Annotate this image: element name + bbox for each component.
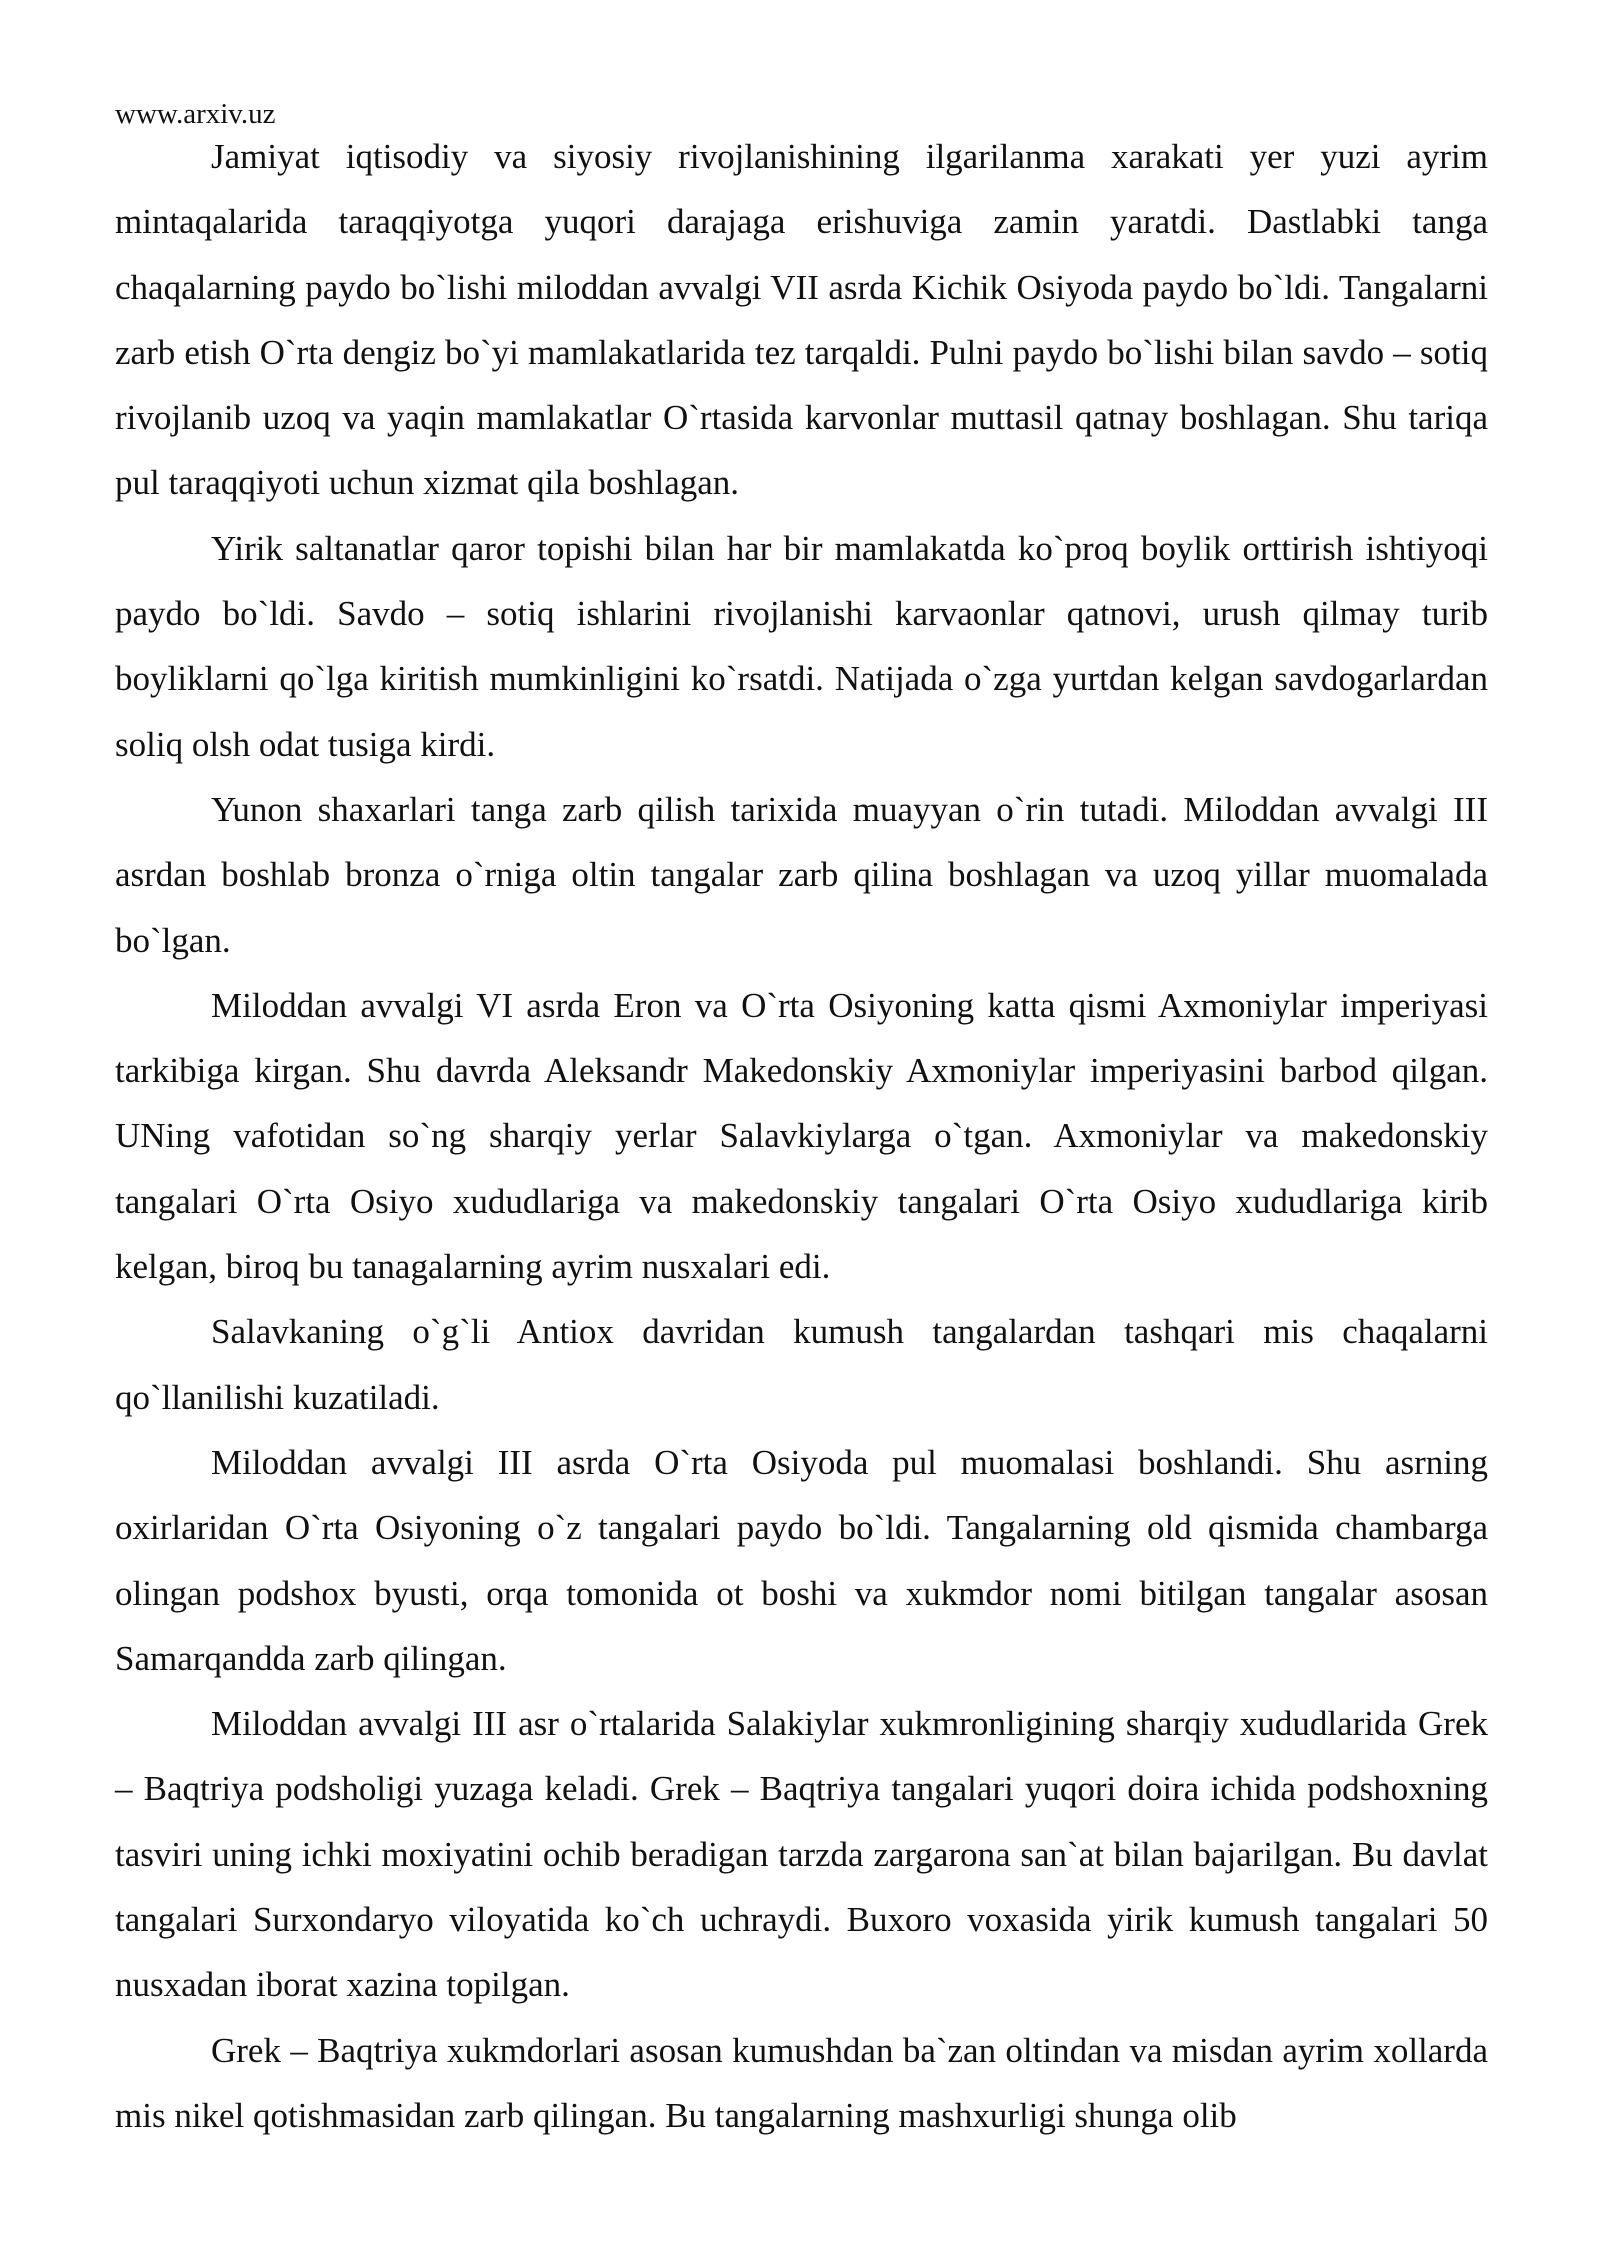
document-body bbox=[115, 124, 1488, 2148]
paragraph: Salavkaning o`g`li Antiox davridan kumush tangalardan tashqari mis chaqalarni qo`llanilishi kuzatiladi. bbox=[115, 1312, 1488, 1417]
paragraph: Miloddan avvalgi III asrda O`rta Osiyoda pul muomalasi boshlandi. Shu asrning oxirlaridan O`rta Osiyoning o`z tangalari paydo bo`ldi. Tangalarning old qismida chambarga olingan podshox byusti, orqa tomonida ot boshi va xukmdor nomi bitilgan tangalar asosan Samarqandda zarb qilingan. bbox=[115, 1442, 1488, 1678]
paragraph: Grek – Baqtriya xukmdorlari asosan kumushdan ba`zan oltindan va misdan ayrim xollarda mis nikel qotishmasidan zarb qilingan. Bu tangalarning mashxurligi shunga olib bbox=[115, 2030, 1488, 2135]
paragraph: Yunon shaxarlari tanga zarb qilish tarixida muayyan o`rin tutadi. Miloddan avvalgi III asrdan boshlab bronza o`rniga oltin tangalar zarb qilina boshlagan va uzoq yillar muomalada bo`lgan. bbox=[115, 789, 1488, 960]
paragraph: Yirik saltanatlar qaror topishi bilan har bir mamlakatda ko`proq boylik orttirish ishtiyoqi paydo bo`ldi. Savdo – sotiq ishlarini rivojlanishi karvaonlar qatnovi, urush qilmay turib boyliklarni qo`lga kiritish mumkinligini ko`rsatdi. Natijada o`zga yurtdan kelgan savdogarlardan soliq olsh odat tusiga kirdi. bbox=[115, 528, 1488, 764]
paragraph: Jamiyat iqtisodiy va siyosiy rivojlanishining ilgarilanma xarakati yer yuzi ayrim mintaqalarida taraqqiyotga yuqori darajaga erishuviga zamin yaratdi. Dastlabki tanga chaqalarning paydo bo`lishi miloddan avvalgi VII asrda Kichik Osiyoda paydo bo`ldi. Tangalarni zarb etish O`rta dengiz bo`yi mamlakatlarida tez tarqaldi. Pulni paydo bo`lishi bilan savdo – sotiq rivojlanib uzoq va yaqin mamlakatlar O`rtasida karvonlar muttasil qatnay boshlagan. Shu tariqa pul taraqqiyoti uchun xizmat qila boshlagan. bbox=[115, 137, 1488, 503]
paragraph: Miloddan avvalgi VI asrda Eron va O`rta Osiyoning katta qismi Axmoniylar imperiyasi tarkibiga kirgan. Shu davrda Aleksandr Makedonskiy Axmoniylar imperiyasini barbod qilgan. UNing vafotidan so`ng sharqiy yerlar Salavkiylarga o`tgan. Axmoniylar va makedonskiy tangalari O`rta Osiyo xududlariga va makedonskiy tangalari O`rta Osiyo xududlariga kirib kelgan, biroq bu tanagalarning ayrim nusxalari edi. bbox=[115, 985, 1488, 1287]
paragraph: Miloddan avvalgi III asr o`rtalarida Salakiylar xukmronligining sharqiy xududlarida Grek – Baqtriya podsholigi yuzaga keladi. Grek – Baqtriya tangalari yuqori doira ichida podshoxning tasviri uning ichki moxiyatini ochib beradigan tarzda zargarona san`at bilan bajarilgan. Bu davlat tangalari Surxondaryo viloyatida ko`ch uchraydi. Buxoro voxasida yirik kumush tangalari 50 nusxadan iborat xazina topilgan. bbox=[115, 1704, 1488, 2005]
site-url-header: www.arxiv.uz bbox=[115, 98, 276, 130]
